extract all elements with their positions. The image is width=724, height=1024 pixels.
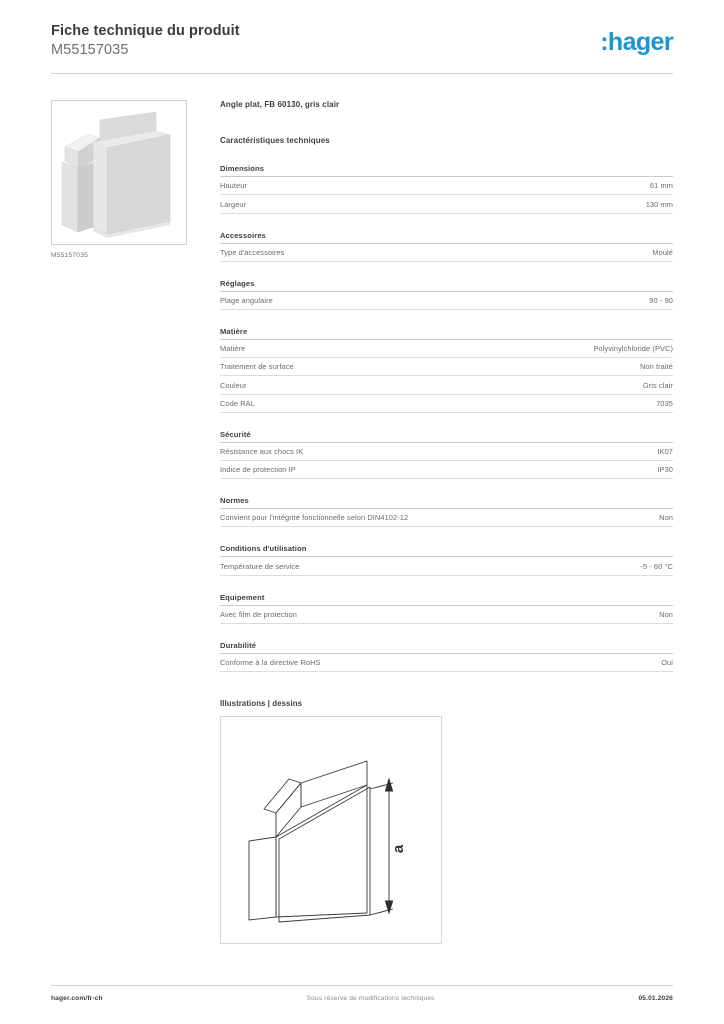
spec-value: 130 mm bbox=[645, 199, 673, 209]
footer-website[interactable]: hager.com/fr-ch bbox=[51, 995, 103, 1002]
spec-row bbox=[220, 509, 673, 527]
spec-row bbox=[220, 195, 673, 213]
specifications-column bbox=[220, 100, 673, 944]
spec-value: IK07 bbox=[657, 446, 673, 456]
product-photo-frame bbox=[51, 100, 187, 245]
footer-date: 05.01.2026 bbox=[638, 995, 673, 1002]
spec-value: -5 - 60 °C bbox=[640, 561, 673, 571]
spec-group-heading: Equipement bbox=[220, 593, 673, 606]
product-photo bbox=[52, 101, 186, 244]
spec-group-heading: Conditions d'utilisation bbox=[220, 544, 673, 557]
title-block bbox=[51, 22, 240, 60]
spec-value: 90 - 90 bbox=[649, 296, 673, 305]
spec-label: Type d'accessoires bbox=[220, 247, 285, 257]
spec-label: Convient pour l'intégrité fonctionnelle selon DIN4102-12 bbox=[220, 513, 409, 523]
spec-value: 7035 bbox=[656, 398, 673, 408]
hager-logo: :hager bbox=[600, 28, 673, 56]
spec-row bbox=[220, 340, 673, 358]
spec-group bbox=[220, 279, 673, 310]
spec-group-heading: Accessoires bbox=[220, 231, 673, 244]
spec-label: Avec film de protection bbox=[220, 609, 297, 619]
spec-group-heading: Dimensions bbox=[220, 164, 673, 177]
spec-group bbox=[220, 164, 673, 213]
spec-group-heading: Durabilité bbox=[220, 641, 673, 654]
spec-group-heading: Normes bbox=[220, 496, 673, 509]
spec-value: Non bbox=[659, 609, 673, 619]
spec-label: Température de service bbox=[220, 561, 300, 571]
spec-label: Conforme à la directive RoHS bbox=[220, 657, 321, 667]
spec-row bbox=[220, 244, 673, 262]
spec-label: Plage angulaire bbox=[220, 296, 273, 305]
page-header bbox=[51, 0, 673, 60]
spec-label: Résistance aux chocs IK bbox=[220, 446, 304, 456]
spec-row bbox=[220, 177, 673, 195]
spec-row bbox=[220, 606, 673, 624]
spec-label: Matière bbox=[220, 344, 246, 354]
technical-drawing bbox=[221, 717, 441, 943]
spec-value: Non traité bbox=[639, 362, 673, 372]
spec-group bbox=[220, 231, 673, 262]
spec-group-heading: Matière bbox=[220, 327, 673, 340]
dimension-label-a: a bbox=[390, 844, 407, 854]
spec-row bbox=[220, 461, 673, 479]
spec-group bbox=[220, 430, 673, 479]
product-name: Angle plat, FB 60130, gris clair bbox=[220, 100, 340, 110]
spec-value: Oui bbox=[661, 657, 673, 667]
spec-value: Polyvinylchloride (PVC) bbox=[593, 344, 673, 354]
spec-groups bbox=[220, 164, 673, 672]
product-image-column bbox=[51, 100, 220, 944]
spec-value: 61 mm bbox=[649, 181, 673, 191]
spec-value: Non bbox=[659, 513, 673, 523]
spec-label: Traitement de surface bbox=[220, 362, 294, 372]
content-area bbox=[51, 74, 673, 944]
spec-row bbox=[220, 376, 673, 394]
spec-row bbox=[220, 358, 673, 376]
technical-drawing-frame bbox=[220, 716, 442, 944]
specifications-heading: Caractéristiques techniques bbox=[220, 136, 330, 146]
spec-group bbox=[220, 496, 673, 527]
spec-row bbox=[220, 292, 673, 310]
page-footer bbox=[51, 985, 673, 1002]
footer-row bbox=[51, 986, 673, 1002]
footer-disclaimer: Sous réserve de modifications techniques bbox=[306, 995, 435, 1002]
spec-group bbox=[220, 593, 673, 624]
spec-value: Moulé bbox=[652, 247, 673, 257]
spec-value: Gris clair bbox=[642, 380, 673, 390]
spec-row bbox=[220, 654, 673, 672]
spec-label: Couleur bbox=[220, 380, 247, 390]
spec-label: Indice de protection IP bbox=[220, 465, 296, 475]
spec-value: IP30 bbox=[657, 465, 673, 475]
spec-label: Hauteur bbox=[220, 181, 247, 191]
spec-row bbox=[220, 443, 673, 461]
product-image-caption: M55157035 bbox=[51, 252, 89, 260]
spec-label: Largeur bbox=[220, 199, 247, 209]
spec-group bbox=[220, 327, 673, 413]
illustrations-heading: Illustrations | dessins bbox=[220, 698, 303, 708]
spec-row bbox=[220, 557, 673, 575]
spec-group-heading: Réglages bbox=[220, 279, 673, 292]
spec-group-heading: Sécurité bbox=[220, 430, 673, 443]
spec-group bbox=[220, 641, 673, 672]
product-reference: M55157035 bbox=[51, 42, 129, 59]
spec-row bbox=[220, 395, 673, 413]
spec-group bbox=[220, 544, 673, 575]
spec-label: Code RAL bbox=[220, 398, 255, 408]
page-title: Fiche technique du produit bbox=[51, 23, 240, 39]
